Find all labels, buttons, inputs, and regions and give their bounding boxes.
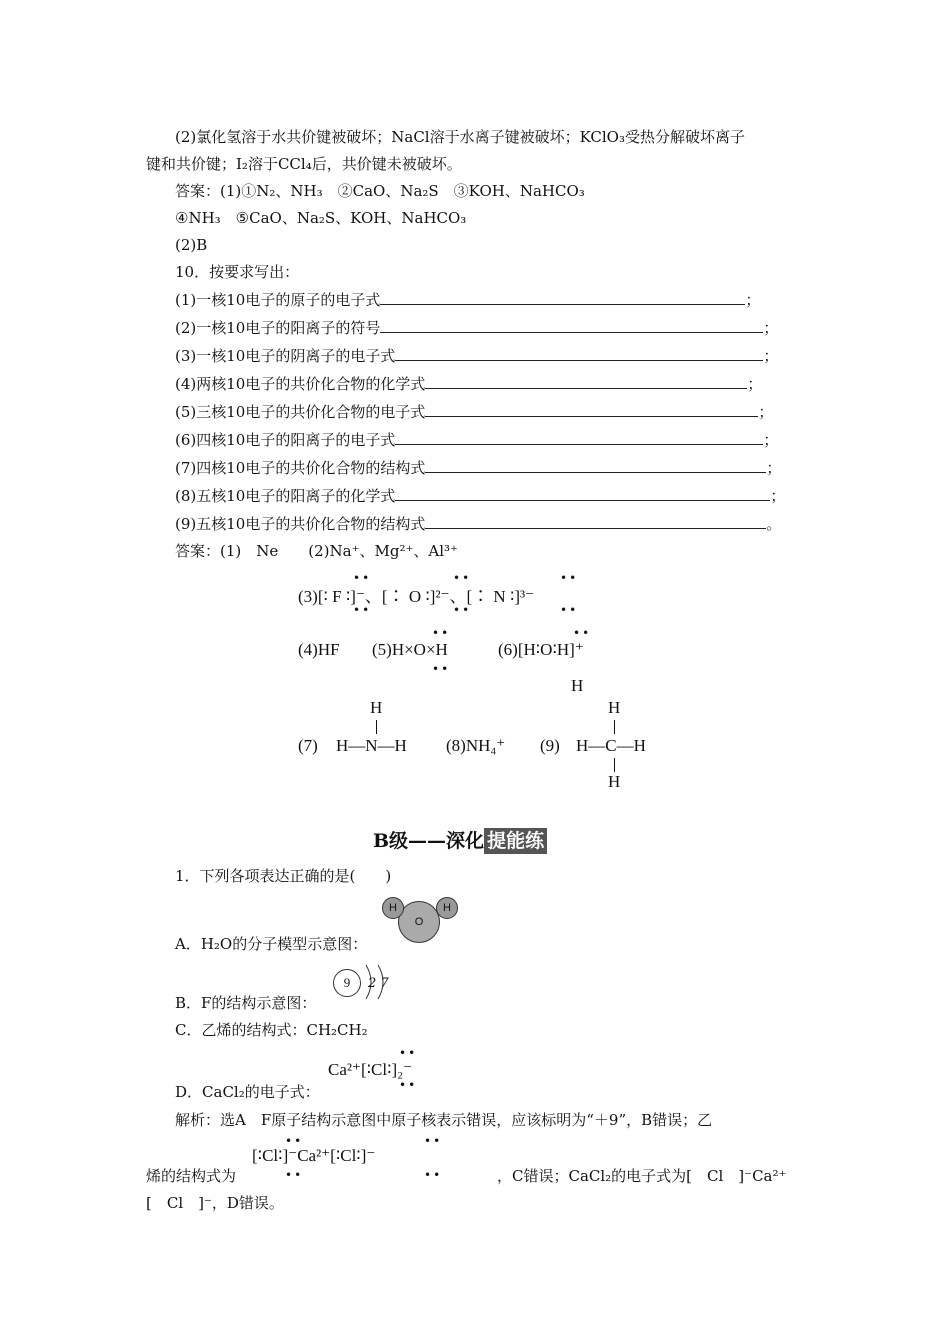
formula-8-ammonium: (8)NH₄⁺ <box>446 736 506 755</box>
answer-blank[interactable] <box>395 486 770 501</box>
shell-electron-counts: 2 7 <box>368 976 389 991</box>
q10-answer: 答案：(1) Ne (2)Na⁺、Mg²⁺、Al³⁺ <box>175 542 458 560</box>
formula-6-hydronium: (6)[H∶O∶H]⁺ <box>498 640 584 659</box>
q9-explanation-line-1: (2)氯化氢溶于水共价键被破坏；NaCl溶于水离子键被破坏；KClO₃受热分解破坏离子 <box>175 128 745 146</box>
answer-blank[interactable] <box>395 346 763 361</box>
lone-pair-dots: •• <box>285 1168 304 1182</box>
lone-pair-dots: •• <box>573 626 592 640</box>
section-heading: B级——深化 提能练 <box>373 828 547 854</box>
option-d-formula: Ca²⁺[∶Cl∶]₂⁻ <box>328 1060 413 1079</box>
b-option-b: B．F的结构示意图： <box>175 994 317 1012</box>
answer-blank[interactable] <box>425 514 766 529</box>
hydrogen-atom: H <box>436 897 458 919</box>
analysis-line-1: 解析：选A F原子结构示意图中原子核表示错误，应该标明为“＋9”，B错误；乙 <box>175 1111 713 1129</box>
lone-pair-dots: •• <box>353 603 372 617</box>
lone-pair-dots: •• <box>424 1168 443 1182</box>
q10-item: (4)两核10电子的共价化合物的化学式 ； <box>175 375 763 393</box>
bond-line <box>614 758 615 772</box>
q10-title: 10．按要求写出： <box>175 263 300 281</box>
q10-item: (9)五核10电子的共价化合物的结构式 。 <box>175 515 782 533</box>
lone-pair-dots: •• <box>453 603 472 617</box>
q10-item: (6)四核10电子的阳离子的电子式 ； <box>175 431 779 449</box>
answer-blank[interactable] <box>425 402 758 417</box>
lone-pair-dots: •• <box>432 662 451 676</box>
lone-pair-dots: •• <box>399 1078 418 1092</box>
formula-4-hf: (4)HF <box>298 640 340 659</box>
answer-blank[interactable] <box>425 458 766 473</box>
formula-9-bottom-h: H <box>608 772 621 791</box>
q9-answer-line-1: 答案：(1)①N₂、NH₃ ②CaO、Na₂S ③KOH、NaHCO₃ <box>175 182 585 200</box>
q9-answer-line-3: (2)B <box>175 236 208 254</box>
formula-7-label: (7) <box>298 736 318 755</box>
nucleus-circle: 9 <box>333 969 361 997</box>
q10-item: (3)一核10电子的阴离子的电子式 ； <box>175 347 779 365</box>
lone-pair-dots: •• <box>560 603 579 617</box>
lone-pair-dots: •• <box>399 1046 418 1060</box>
answer-blank[interactable] <box>425 374 747 389</box>
b-option-d: D．CaCl₂的电子式： <box>175 1083 320 1101</box>
lone-pair-dots: •• <box>432 626 451 640</box>
q10-item: (8)五核10电子的阳离子的化学式 ； <box>175 487 786 505</box>
analysis-line-3: [ Cl ]⁻，D错误。 <box>146 1194 284 1212</box>
q10-item: (1)一核10电子的原子的电子式 ； <box>175 291 761 309</box>
bond-line <box>376 720 377 734</box>
formula-7-ammonia: H—N—H <box>336 736 407 755</box>
formula-9-label: (9) <box>540 736 560 755</box>
q10-item: (2)一核10电子的阳离子的符号 ； <box>175 319 779 337</box>
b-option-c: C．乙烯的结构式：CH₂CH₂ <box>175 1021 368 1039</box>
lone-pair-dots: •• <box>285 1134 304 1148</box>
section-badge: 提能练 <box>484 828 547 854</box>
bond-line <box>614 720 615 734</box>
formula-5-water: (5)H×O×H <box>372 640 448 659</box>
formula-9-methane: H—C—H <box>576 736 646 755</box>
formula-6-lower-h: H <box>571 676 584 695</box>
hydrogen-atom: H <box>382 897 404 919</box>
lone-pair-dots: •• <box>560 571 579 585</box>
formula-9-top-h: H <box>608 698 621 717</box>
q10-item: (5)三核10电子的共价化合物的电子式 ； <box>175 403 774 421</box>
formula-7-top-h: H <box>370 698 383 717</box>
answer-blank[interactable] <box>380 318 763 333</box>
analysis-formula: [∶Cl∶]⁻Ca²⁺[∶Cl∶]⁻ <box>252 1146 376 1165</box>
q9-answer-line-2: ④NH₃ ⑤CaO、Na₂S、KOH、NaHCO₃ <box>175 209 467 227</box>
answer-blank[interactable] <box>380 290 745 305</box>
q9-explanation-line-2: 键和共价键；I₂溶于CCl₄后，共价键未被破坏。 <box>146 155 462 173</box>
analysis-line-2b: ，C错误；CaCl₂的电子式为[ Cl ]⁻Ca²⁺ <box>497 1167 787 1185</box>
q10-item: (7)四核10电子的共价化合物的结构式 ； <box>175 459 782 477</box>
oxygen-atom: O <box>398 901 440 943</box>
b-option-a: A．H₂O的分子模型示意图： <box>175 935 368 953</box>
answer-blank[interactable] <box>395 430 763 445</box>
formula-3-anions: (3)[∶ F ∶]⁻、[∶ O ∶]²⁻、[∶ N ∶]³⁻ <box>298 587 535 606</box>
analysis-line-2a: 烯的结构式为 <box>146 1167 237 1185</box>
lone-pair-dots: •• <box>353 571 372 585</box>
b-q1-stem: 1．下列各项表达正确的是( ) <box>175 867 392 885</box>
lone-pair-dots: •• <box>453 571 472 585</box>
lone-pair-dots: •• <box>424 1134 443 1148</box>
